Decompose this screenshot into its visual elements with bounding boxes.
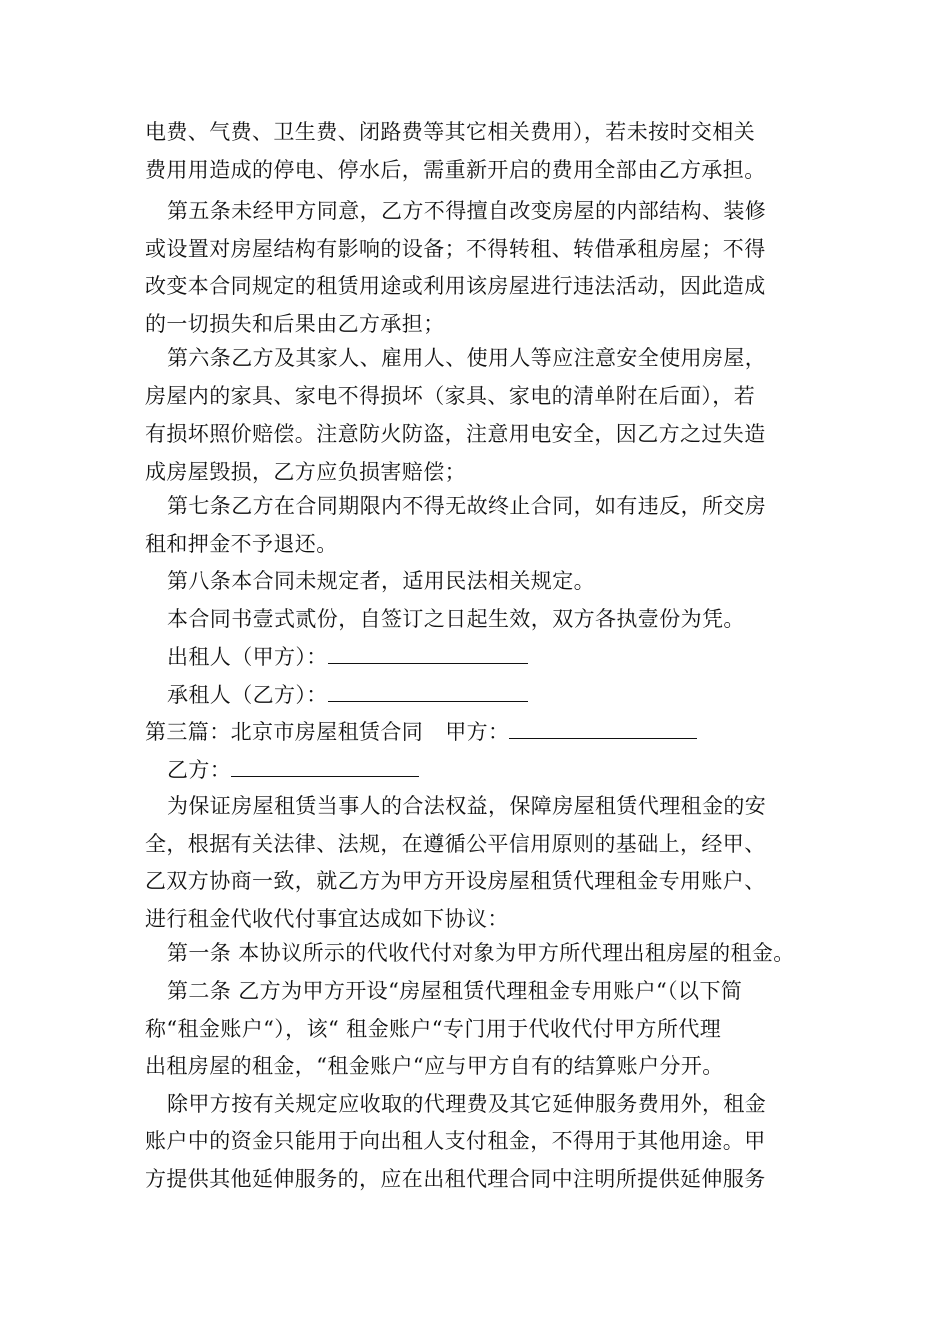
article-5-line: 第五条未经甲方同意，乙方不得擅自改变房屋的内部结构、装修 <box>167 199 767 223</box>
copies-clause: 本合同书壹式贰份，自签订之日起生效，双方各执壹份为凭。 <box>167 607 745 631</box>
text-line: 房屋内的家具、家电不得损坏（家具、家电的清单附在后面），若 <box>145 384 756 408</box>
text-line: 进行租金代收代付事宜达成如下协议： <box>145 907 509 931</box>
text-line: 全，根据有关法律、法规，在遵循公平信用原则的基础上，经甲、 <box>145 832 766 856</box>
article-8-line: 第八条本合同未规定者，适用民法相关规定。 <box>167 569 595 593</box>
preamble-line: 为保证房屋租赁当事人的合法权益，保障房屋租赁代理租金的安 <box>167 794 767 818</box>
party-b-label: 乙方： <box>167 758 232 782</box>
article-6-line: 第六条乙方及其家人、雇用人、使用人等应注意安全使用房屋， <box>167 346 767 370</box>
text-line: 有损坏照价赔偿。注意防火防盗，注意用电安全，因乙方之过失造 <box>145 422 766 446</box>
text-line: 的一切损失和后果由乙方承担； <box>145 312 445 336</box>
section-3-title: 第三篇：北京市房屋租赁合同 <box>145 720 424 744</box>
text-line: 改变本合同规定的租赁用途或利用该房屋进行违法活动，因此造成 <box>145 274 766 298</box>
clause-2-line: 第二条 乙方为甲方开设“房屋租赁代理租金专用账户“（以下简 <box>167 979 743 1003</box>
lessor-signature-line <box>145 641 832 672</box>
party-a-blank <box>509 716 697 739</box>
party-b-blank <box>231 754 419 777</box>
text-line: 电费、气费、卫生费、闭路费等其它相关费用），若未按时交相关 <box>145 120 756 144</box>
lessee-blank <box>328 679 528 702</box>
party-a-label: 甲方： <box>445 720 510 744</box>
section-3-heading-line <box>145 716 810 747</box>
party-b-line <box>145 754 832 785</box>
text-line: 称“租金账户“），该“ 租金账户“专门用于代收代付甲方所代理 <box>145 1017 722 1041</box>
lessor-blank <box>328 641 528 664</box>
lessee-label: 承租人（乙方）： <box>167 683 328 707</box>
clause-1-line: 第一条 本协议所示的代收代付对象为甲方所代理出租房屋的租金。 <box>167 941 795 965</box>
text-line: 或设置对房屋结构有影响的设备；不得转租、转借承租房屋；不得 <box>145 237 766 261</box>
text-line: 成房屋毁损，乙方应负损害赔偿； <box>145 460 466 484</box>
fees-paragraph-line: 除甲方按有关规定应收取的代理费及其它延伸服务费用外，租金 <box>167 1092 767 1116</box>
lessee-signature-line <box>145 679 832 710</box>
text-line: 费用用造成的停电、停水后，需重新开启的费用全部由乙方承担。 <box>145 158 766 182</box>
article-7-line: 第七条乙方在合同期限内不得无故终止合同，如有违反，所交房 <box>167 494 767 518</box>
text-line: 方提供其他延伸服务的，应在出租代理合同中注明所提供延伸服务 <box>145 1167 766 1191</box>
text-line: 乙双方协商一致，就乙方为甲方开设房屋租赁代理租金专用账户、 <box>145 869 766 893</box>
text-line: 账户中的资金只能用于向出租人支付租金，不得用于其他用途。甲 <box>145 1129 766 1153</box>
lessor-label: 出租人（甲方）： <box>167 645 328 669</box>
text-line: 租和押金不予退还。 <box>145 532 338 556</box>
text-line: 出租房屋的租金，“租金账户“应与甲方自有的结算账户分开。 <box>145 1054 724 1078</box>
